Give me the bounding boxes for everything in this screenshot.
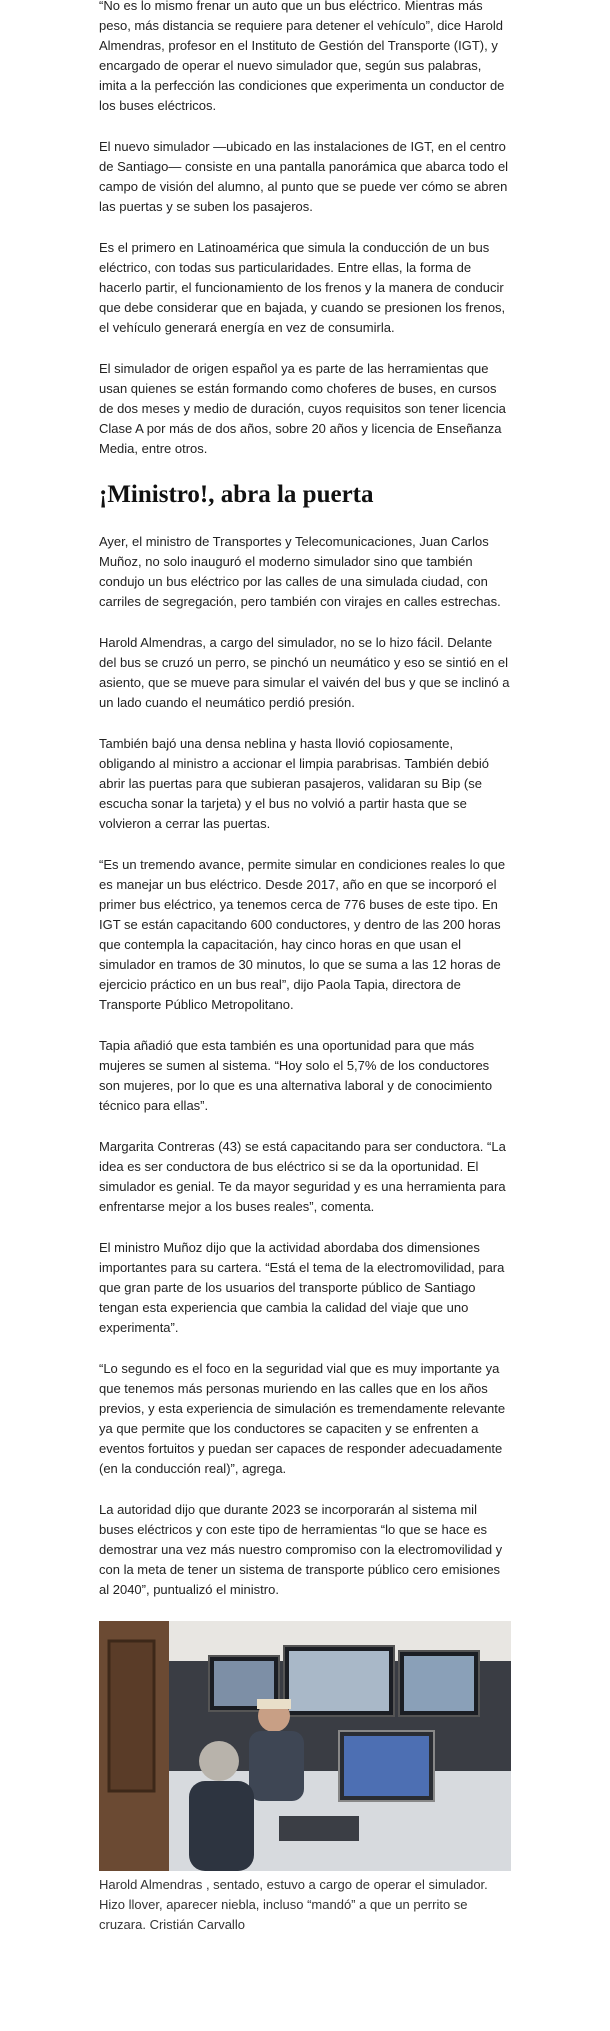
simulator-photo [99, 1621, 511, 1871]
paragraph: “Lo segundo es el foco en la seguridad vial que es muy importante ya que tenemos más personas muriendo en las calles que en los años previos, y esta experiencia de simulación es tremendamente relevante ya que permite que los conductores se capaciten y se enfrenten a eventos fortuitos y puedan ser capaces de responder adecuadamente (en la conducción real)”, agrega. [99, 1361, 506, 1476]
paragraph: Harold Almendras, a cargo del simulador, no se lo hizo fácil. Delante del bus se cruzó un perro, se pinchó un neumático y eso se sintió en el asiento, que se mueve para simular el vaivén del bus y que se inclinó a un lado cuando el neumático perdió presión. [99, 635, 510, 710]
article [99, 0, 511, 1935]
paragraph: El simulador de origen español ya es parte de las herramientas que usan quienes se están formando como choferes de buses, en cursos de dos meses y medio de duración, cuyos requisitos son tener licencia Clase A por más de dos años, sobre 20 años y licencia de Enseñanza Media, entre otros. [99, 361, 506, 456]
paragraph: El ministro Muñoz dijo que la actividad abordaba dos dimensiones importantes para su cartera. “Está el tema de la electromovilidad, para que gran parte de los usuarios del transporte público de Santiago tengan esta experiencia que cambia la calidad del viaje que uno experimenta”. [99, 1240, 505, 1335]
simulator-scene-illustration [99, 1621, 511, 1871]
paragraph: “No es lo mismo frenar un auto que un bus eléctrico. Mientras más peso, más distancia se requiere para detener el vehículo”, dice Harold Almendras, profesor en el Instituto de Gestión del Transporte (IGT), y encargado de operar el nuevo simulador que, según sus palabras, imita a la perfección las condiciones que experimenta un conductor de los buses eléctricos. [99, 0, 505, 113]
paragraph: La autoridad dijo que durante 2023 se incorporarán al sistema mil buses eléctricos y con este tipo de herramientas “lo que se hace es demostrar una vez más nuestro compromiso con la electromovilidad y con la meta de tener un sistema de transporte público cero emisiones al 2040”, puntualizó el ministro. [99, 1502, 503, 1597]
paragraph: El nuevo simulador —ubicado en las instalaciones de IGT, en el centro de Santiago— consiste en una pantalla panorámica que abarca todo el campo de visión del alumno, al punto que se puede ver cómo se abren las puertas y se suben los pasajeros. [99, 139, 509, 214]
photo-caption: Harold Almendras , sentado, estuvo a cargo de operar el simulador. Hizo llover, aparecer niebla, incluso “mandó” a que un perrito se cruzara. Cristián Carvallo [99, 1877, 488, 1932]
paragraph: Ayer, el ministro de Transportes y Telecomunicaciones, Juan Carlos Muñoz, no solo inauguró el moderno simulador sino que también condujo un bus eléctrico por las calles de una simulada ciudad, con carriles de segregación, pero también con virajes en calles estrechas. [99, 534, 501, 609]
paragraph: Margarita Contreras (43) se está capacitando para ser conductora. “La idea es ser conductora de bus eléctrico si se da la oportunidad. El simulador es genial. Te da mayor seguridad y es una herramienta para enfrentarse mejor a los buses reales”, comenta. [99, 1139, 506, 1214]
paragraph: Tapia añadió que esta también es una oportunidad para que más mujeres se sumen al sistema. “Hoy solo el 5,7% de los conductores son mujeres, por lo que es una alternativa laboral y de conocimiento técnico para ellas”. [99, 1038, 493, 1113]
section-heading: ¡Ministro!, abra la puerta [99, 481, 374, 508]
paragraph: También bajó una densa neblina y hasta llovió copiosamente, obligando al ministro a accionar el limpia parabrisas. También debió abrir las puertas para que subieran pasajeros, validaran su Bip (se escucha sonar la tarjeta) y el bus no volvió a partir hasta que se volvieron a cerrar las puertas. [99, 736, 489, 831]
paragraph: Es el primero en Latinoamérica que simula la conducción de un bus eléctrico, con todas sus particularidades. Entre ellas, la forma de hacerlo partir, el funcionamiento de los frenos y la manera de conducir que debe considerar que en bajada, y cuando se presionen los frenos, el vehículo generará energía en vez de consumirla. [99, 240, 506, 335]
paragraph: “Es un tremendo avance, permite simular en condiciones reales lo que es manejar un bus eléctrico. Desde 2017, año en que se incorporó el primer bus eléctrico, ya tenemos cerca de 776 buses de este tipo. En IGT se están capacitando 600 conductores, y dentro de las 200 horas que contempla la capacitación, hay cinco horas en que usan el simulador en tramos de 30 minutos, lo que se suma a las 12 horas de ejercicio práctico en un bus real”, dijo Paola Tapia, directora de Transporte Público Metropolitano. [99, 857, 506, 1012]
